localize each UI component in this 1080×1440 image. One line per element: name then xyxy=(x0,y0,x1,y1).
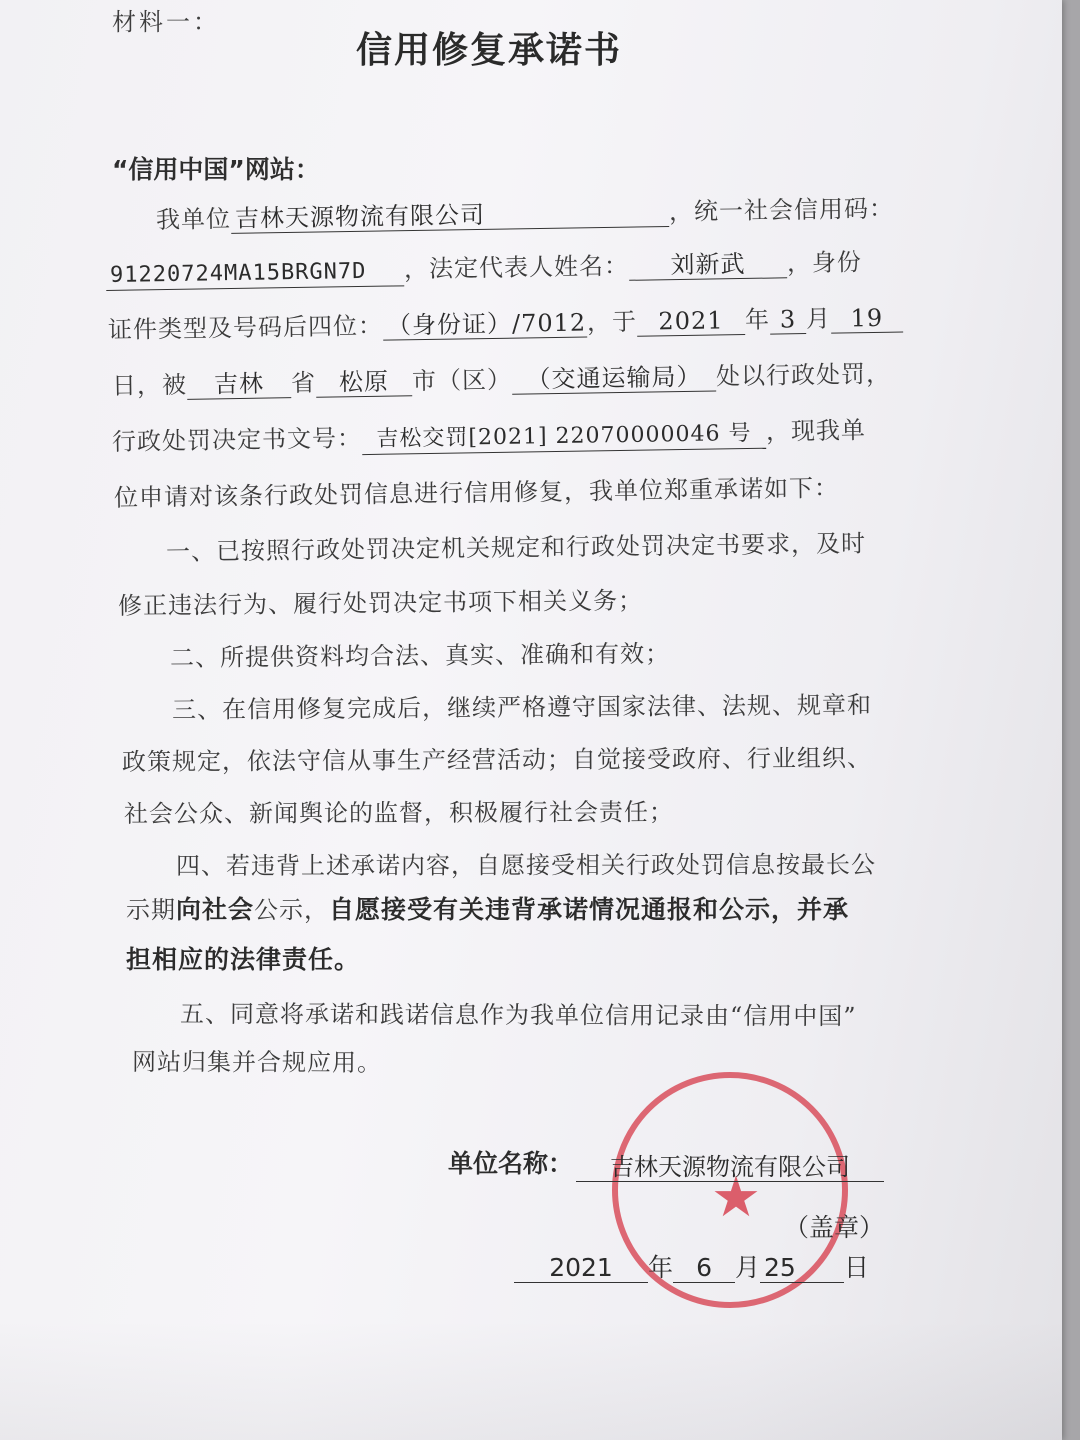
penalty-day-field: 19 xyxy=(831,304,903,334)
text-fragment: 年 xyxy=(744,305,771,334)
text-fragment: 行政处罚决定书文号： xyxy=(111,424,363,456)
commitment-5-line-2: 网站归集并合规应用。 xyxy=(131,1048,383,1077)
text-fragment: 公示， xyxy=(254,896,330,924)
commitment-3-line-3: 社会公众、新闻舆论的监督，积极履行社会责任； xyxy=(123,798,675,828)
commitment-1-line-2: 修正违法行为、履行处罚决定书项下相关义务； xyxy=(117,586,644,620)
text-fragment: 处以行政处罚， xyxy=(715,359,892,391)
body-line-3 xyxy=(108,298,903,345)
document-title: 信用修复承诺书 xyxy=(356,30,623,71)
text-fragment-bold: 自愿接受有关违背承诺情况通报和公示，并承 xyxy=(329,895,850,924)
body-line-2 xyxy=(106,242,862,291)
commitment-3-line-2: 政策规定，依法守信从事生产经营活动；自觉接受政府、行业组织、 xyxy=(121,744,873,776)
paper-shadow xyxy=(0,1320,1062,1440)
body-line-5 xyxy=(112,410,866,459)
body-line-4 xyxy=(112,354,891,401)
penalty-month-field: 3 xyxy=(770,305,806,335)
decision-number-field: 吉松交罚[2021] 22070000046 号 xyxy=(362,420,766,455)
text-fragment: ，于 xyxy=(586,307,638,337)
material-label: 材料一： xyxy=(112,8,220,36)
text-fragment: ，身份 xyxy=(786,248,863,278)
text-fragment: ，现我单 xyxy=(765,416,867,446)
text-fragment: 日，被 xyxy=(111,370,188,400)
unit-name-field-wrap xyxy=(576,1152,884,1182)
text-fragment: 示期 xyxy=(126,896,176,924)
text-fragment: 市（区） xyxy=(411,365,513,396)
commitment-4-line-2 xyxy=(126,890,849,926)
text-fragment: 月 xyxy=(735,1253,761,1282)
province-field: 吉林 xyxy=(187,369,291,400)
text-fragment: 证件类型及号码后四位： xyxy=(107,311,384,344)
commitment-4-line-1: 四、若违背上述承诺内容，自愿接受相关行政处罚信息按最长公 xyxy=(175,850,877,880)
seal-note: （盖章） xyxy=(784,1213,885,1242)
text-fragment: 省 xyxy=(290,368,317,398)
commitment-3-line-1: 三、在信用修复完成后，继续严格遵守国家法律、法规、规章和 xyxy=(171,691,873,724)
text-fragment: 月 xyxy=(805,304,832,334)
city-field: 松原 xyxy=(316,367,412,398)
text-fragment: 日 xyxy=(844,1253,870,1282)
text-fragment: 年 xyxy=(648,1253,674,1282)
legal-rep-field: 刘新武 xyxy=(629,249,787,280)
text-fragment: ，法定代表人姓名： xyxy=(403,251,630,284)
text-fragment-bold: 向社会 xyxy=(176,895,255,924)
sign-date xyxy=(514,1248,869,1284)
commitment-1-line-1: 一、已按照行政处罚决定机关规定和行政处罚决定书要求，及时 xyxy=(165,529,867,566)
company-name-field: 吉林天源物流有限公司 xyxy=(231,198,669,234)
bureau-field: （交通运输局） xyxy=(512,363,716,395)
sign-year-field: 2021 xyxy=(514,1254,648,1283)
id-info-field: （身份证）/7012 xyxy=(383,308,587,340)
sign-day-field: 25 xyxy=(760,1254,844,1283)
unit-name-label: 单位名称： xyxy=(448,1149,574,1178)
sign-month-field: 6 xyxy=(673,1254,735,1283)
text-fragment: 我单位 xyxy=(155,204,232,234)
penalty-year-field: 2021 xyxy=(637,306,745,337)
commitment-4-line-3: 担相应的法律责任。 xyxy=(126,945,361,974)
body-line-6: 位申请对该条行政处罚信息进行信用修复，我单位郑重承诺如下： xyxy=(113,473,840,512)
text-fragment: ，统一社会信用码： xyxy=(668,194,895,226)
commitment-2: 二、所提供资料均合法、真实、准确和有效； xyxy=(169,639,671,672)
unit-name-field: 吉林天源物流有限公司 xyxy=(576,1153,884,1182)
commitment-5-line-1: 五、同意将承诺和践诺信息作为我单位信用记录由“信用中国” xyxy=(179,1000,857,1031)
seal-star-icon: ★ xyxy=(710,1165,762,1230)
salutation: “信用中国”网站： xyxy=(112,155,320,184)
credit-code-field: 91220724MA15BRGN7D xyxy=(106,257,404,291)
body-line-1 xyxy=(156,188,894,235)
